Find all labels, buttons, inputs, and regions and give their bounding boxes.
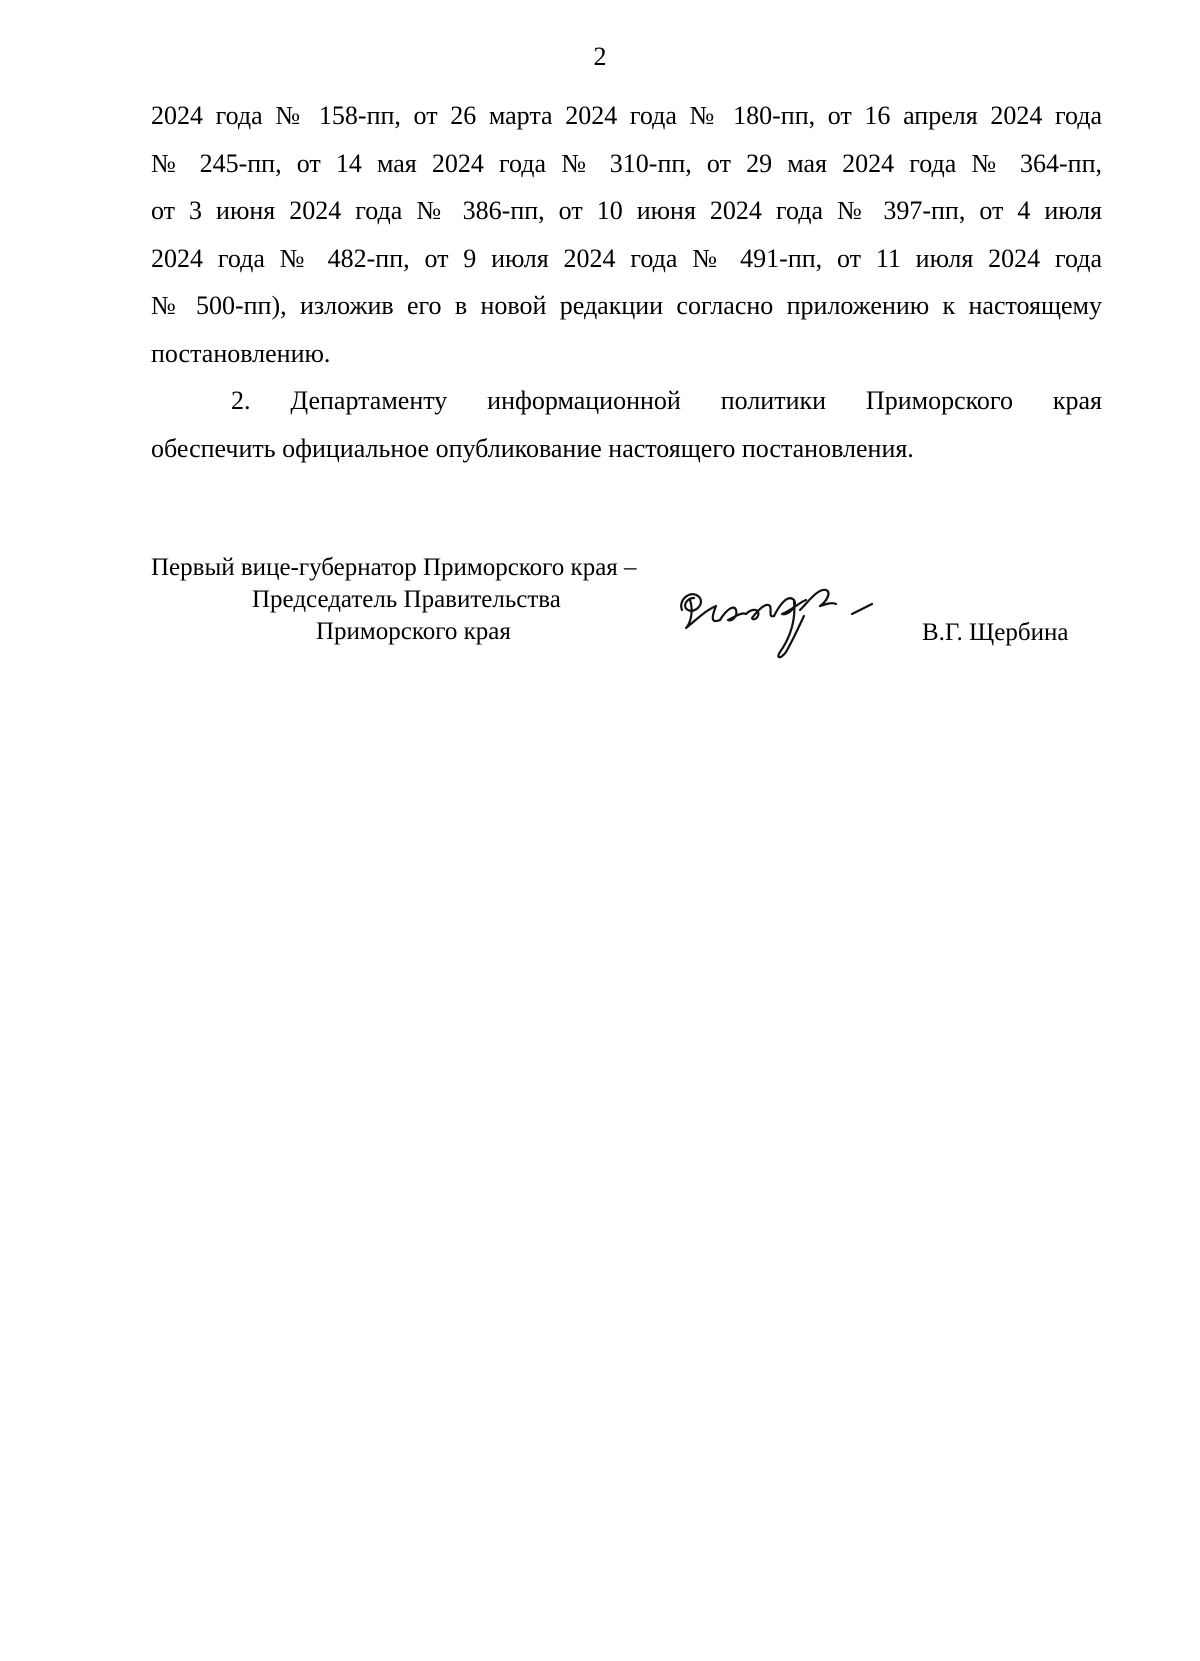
paragraph-1-line: от 3 июня 2024 года № 386-пп, от 10 июня 2024 года № 397-пп, от 4 июля <box>151 196 1102 225</box>
body-text <box>151 92 1102 472</box>
position-line-3: Приморского края <box>316 618 511 645</box>
paragraph-1-line: № 245-пп, от 14 мая 2024 года № 310-пп, от 29 мая 2024 года № 364-пп, <box>151 148 1102 178</box>
paragraph-2-line: 2. Департаменту информационной политики Приморского края <box>231 386 1102 415</box>
page-number: 2 <box>593 42 607 71</box>
paragraph-1-line: № 500-пп), изложив его в новой редакции согласно приложению к настоящему <box>151 291 1102 320</box>
paragraph-1-line: 2024 года № 158-пп, от 26 марта 2024 года № 180-пп, от 16 апреля 2024 года <box>151 101 1102 130</box>
signer-name: В.Г. Щербина <box>922 619 1069 646</box>
paragraph-1-line: 2024 года № 482-пп, от 9 июля 2024 года № 491-пп, от 11 июля 2024 года <box>151 243 1102 273</box>
paragraph-2-line: обеспечить официальное опубликование настоящего постановления. <box>151 433 914 463</box>
position-line-2: Председатель Правительства <box>252 586 561 613</box>
position-line-1: Первый вице-губернатор Приморского края – <box>151 554 637 581</box>
handwritten-signature <box>676 580 906 680</box>
paragraph-1-line: постановлению. <box>151 338 331 368</box>
